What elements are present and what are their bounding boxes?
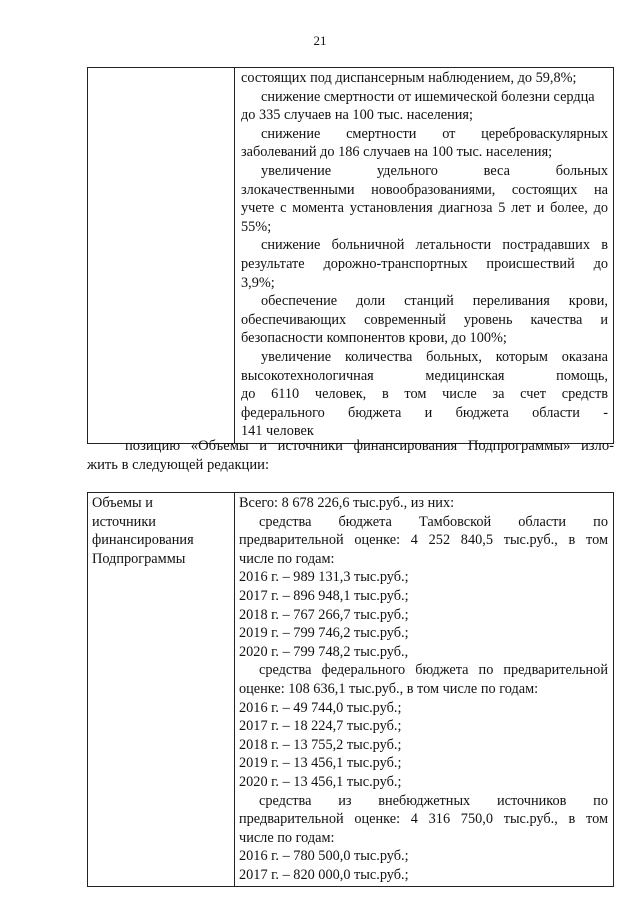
table-row <box>88 68 614 444</box>
instruction-paragraph <box>87 437 614 475</box>
text-line: безопасности компонентов крови, до 100%; <box>241 330 507 347</box>
financing-label <box>92 494 230 568</box>
label-line: финансирования <box>92 532 194 549</box>
text-line: обеспечивающих современный уровень качества и <box>241 311 608 328</box>
text-line: 2020 г. – 799 748,2 тыс.руб., <box>239 643 409 660</box>
left-cell-empty <box>88 68 235 444</box>
text-line: снижение смертности от цереброваскулярных <box>261 125 608 142</box>
text-line: 2018 г. – 13 755,2 тыс.руб.; <box>239 736 402 753</box>
indicators-table <box>87 67 614 444</box>
label-line: Подпрограммы <box>92 550 186 567</box>
text-line: состоящих под диспансерным наблюдением, до 59,8%; <box>241 70 577 86</box>
paragraph-line: жить в следующей редакции: <box>87 457 270 473</box>
text-line: 2019 г. – 13 456,1 тыс.руб.; <box>239 755 402 772</box>
text-line: злокачественными новообразованиями, состоящих на <box>241 181 608 198</box>
text-line: 2017 г. – 896 948,1 тыс.руб.; <box>239 587 409 604</box>
text-line: числе по годам: <box>239 829 335 846</box>
financing-text <box>239 494 608 884</box>
text-line: предварительной оценке: 4 252 840,5 тыс.руб., в том <box>239 532 608 549</box>
text-line: средства федерального бюджета по предварительной <box>259 662 608 679</box>
table-row <box>88 493 614 887</box>
text-line: Всего: 8 678 226,6 тыс.руб., из них: <box>239 495 455 511</box>
indicators-cell <box>235 68 614 444</box>
text-line: 2019 г. – 799 746,2 тыс.руб.; <box>239 625 409 642</box>
label-line: Объемы и <box>92 495 153 511</box>
text-line: 3,9%; <box>241 274 275 291</box>
text-line: предварительной оценке: 4 316 750,0 тыс.руб., в том <box>239 811 608 828</box>
financing-table <box>87 492 614 887</box>
text-line: высокотехнологичная медицинская помощь, <box>241 367 608 384</box>
text-line: числе по годам: <box>239 550 335 567</box>
financing-values-cell <box>235 493 614 887</box>
text-line: заболеваний до 186 случаев на 100 тыс. населения; <box>241 144 553 161</box>
paragraph-line: позицию «Объемы и источники финансирования Подпрограммы» изло- <box>125 438 614 454</box>
financing-label-cell <box>88 493 235 887</box>
indicators-text <box>241 69 608 441</box>
text-line: 2016 г. – 49 744,0 тыс.руб.; <box>239 699 402 716</box>
text-line: снижение больничной летальности пострадавших в <box>261 237 608 254</box>
text-line: до 6110 человек, в том числе за счет средств <box>241 386 608 403</box>
text-line: средства из внебюджетных источников по <box>259 792 608 809</box>
text-line: 2016 г. – 989 131,3 тыс.руб.; <box>239 569 409 586</box>
text-line: оценке: 108 636,1 тыс.руб., в том числе по годам: <box>239 680 539 697</box>
text-line: до 335 случаев на 100 тыс. населения; <box>241 107 473 124</box>
text-line: федерального бюджета и бюджета области - <box>241 404 608 421</box>
text-line: снижение смертности от ишемической болезни сердца <box>261 88 595 105</box>
text-line: средства бюджета Тамбовской области по <box>259 513 608 530</box>
text-line: увеличение количества больных, которым оказана <box>261 348 608 365</box>
text-line: 2017 г. – 820 000,0 тыс.руб.; <box>239 866 409 883</box>
text-line: 2018 г. – 767 266,7 тыс.руб.; <box>239 606 409 623</box>
text-line: 2016 г. – 780 500,0 тыс.руб.; <box>239 848 409 865</box>
text-line: увеличение удельного веса больных <box>261 162 608 179</box>
text-line: 2020 г. – 13 456,1 тыс.руб.; <box>239 773 402 790</box>
page-number: 21 <box>313 33 327 48</box>
text-line: учете с момента установления диагноза 5 лет и более, до <box>241 200 608 217</box>
text-line: 55%; <box>241 218 272 235</box>
text-line: 2017 г. – 18 224,7 тыс.руб.; <box>239 718 402 735</box>
text-line: обеспечение доли станций переливания крови, <box>261 293 608 310</box>
label-line: источники <box>92 513 156 530</box>
text-line: 141 человек <box>241 423 314 440</box>
text-line: результате дорожно-транспортных происшествий до <box>241 255 608 272</box>
